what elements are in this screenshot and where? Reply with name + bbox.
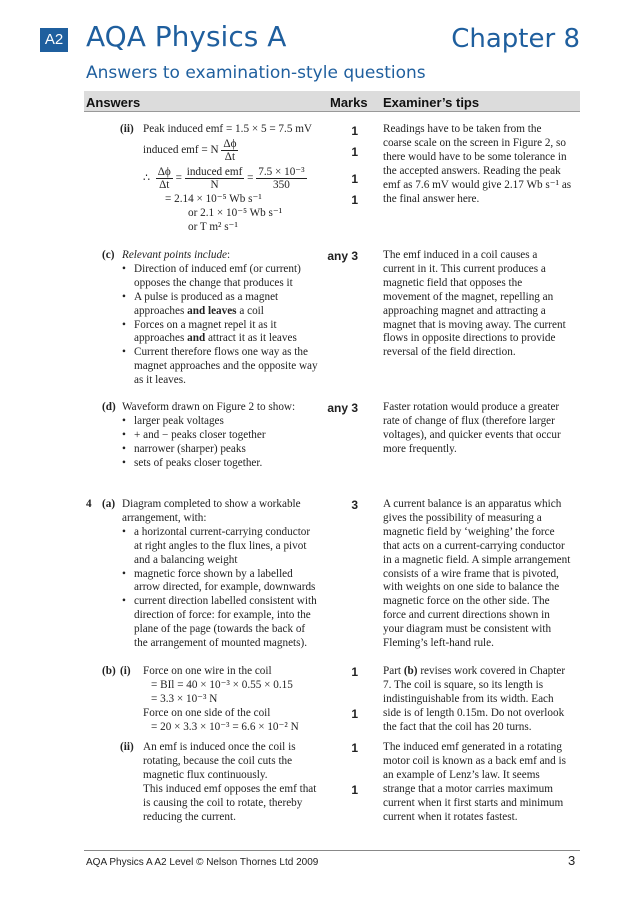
answer-block: Relevant points include: • Direction of induced emf (or current) opposes the change that produces it • A pulse is produced as a magnet approaches and leaves a coil • Forces on a magnet repel it as it approaches and attract it as it leaves • Current therefore flows one way as the magnet approaches and the opposite way as it leaves. <box>122 249 318 388</box>
examiner-tip: A current balance is an apparatus which gives the possibility of measuring a magnetic field by ‘weighing’ the force that acts on a current-carrying conductor in a magnetic field. A simple arrangement consists of a wire frame that is pivoted, with weights on one side to balance the magnetic force on the other side. The force and current directions shown in your diagram must be consistent with Fleming’s left-hand rule. <box>383 498 571 650</box>
answer-block: Waveform drawn on Figure 2 to show: • larger peak voltages • + and − peaks closer together • narrower (sharper) peaks • sets of peaks closer together. <box>122 401 295 471</box>
answer-line: or 2.1 × 10⁻⁵ Wb s⁻¹ <box>188 207 283 219</box>
list-item: • larger peak voltages <box>122 415 295 429</box>
page-number: 3 <box>568 853 576 868</box>
list-item: • Direction of induced emf (or current) opposes the change that produces it <box>122 263 318 291</box>
question-number: 4 <box>86 498 92 510</box>
list-item: • A pulse is produced as a magnet approaches and leaves a coil <box>122 291 318 319</box>
chapter-title: Chapter 8 <box>451 24 580 54</box>
sub-part-label: (i) <box>120 665 131 677</box>
part-label: (b) <box>102 665 116 677</box>
mark: 1 <box>351 193 358 207</box>
sub-part-label: (ii) <box>120 741 134 753</box>
list-item: • magnetic force shown by a labelled arrow directed, for example, downwards <box>122 568 317 596</box>
list-item: • narrower (sharper) peaks <box>122 443 295 457</box>
part-label: (c) <box>102 249 115 261</box>
part-label: (d) <box>102 401 116 413</box>
answers-column-header: Answers <box>86 95 141 110</box>
answer-block: An emf is induced once the coil is rotating, because the coil cuts the magnetic flux continuously. This induced emf opposes the emf that is causing the coil to rotate, thereby reducing the current. <box>143 741 317 823</box>
list-item: • Current therefore flows one way as the magnet approaches and the opposite way as it leaves. <box>122 346 318 388</box>
mark: 1 <box>351 665 358 679</box>
list-item: • a horizontal current-carrying conductor at right angles to the flux lines, a pivot and a balancing weight <box>122 526 317 568</box>
list-item: • Forces on a magnet repel it as it approaches and attract it as it leaves <box>122 319 318 347</box>
tips-column-header: Examiner’s tips <box>383 95 480 110</box>
list-item: • + and − peaks closer together <box>122 429 295 443</box>
answer-line: or T m² s⁻¹ <box>188 221 238 233</box>
answer-line: Peak induced emf = 1.5 × 5 = 7.5 mV <box>143 123 312 135</box>
answer-line: = 2.14 × 10⁻⁵ Wb s⁻¹ <box>165 193 262 205</box>
equation-induced-emf: induced emf = N $\frac{\Delta\phi}{\Delta t}$ <box>143 138 237 163</box>
mark: 3 <box>351 498 358 512</box>
examiner-tip: Part (b) revises work covered in Chapter 7. The coil is square, so its length is indistinguishable from its width. Each side is of length 0.15m. Do not overlook the fact that the coil has 20 turns. <box>383 665 566 733</box>
list-item: • sets of peaks closer together. <box>122 457 295 471</box>
mark: 1 <box>351 783 358 797</box>
examiner-tip: The induced emf generated in a rotating motor coil is known as a back emf and is an example of Lenz’s law. It seems strange that a motor carries maximum current when it first starts and minimum current when it rotates fastest. <box>383 741 566 823</box>
mark: 1 <box>351 172 358 186</box>
mark: any 3 <box>327 249 358 263</box>
answer-block: Diagram completed to show a workable arrangement, with: • a horizontal current-carrying conductor at right angles to the flux lines, a pivot and a balancing weight • magnetic force shown by a labelled arrow directed, for example, downwards • current direction labelled consistent with direction of force: for example, into the plane of the page (towards the back of the arrangement of mounted magnets). <box>122 498 317 651</box>
mark: 1 <box>351 145 358 159</box>
book-title: AQA Physics A <box>86 20 287 53</box>
marks-column-header: Marks <box>330 95 368 110</box>
equation-rate-of-flux: ∴ $\frac{\Delta\phi}{\Delta t}$ = $\frac{\text{induced emf}}{N}$ = $\frac{\text{7.5 × 10⁻³}}{350}$ <box>143 166 305 191</box>
footer-divider <box>84 850 580 851</box>
level-badge: A2 <box>40 28 68 52</box>
part-label: (a) <box>102 498 116 510</box>
part-label: (ii) <box>120 123 134 135</box>
list-item: • current direction labelled consistent with direction of force: for example, into the plane of the page (towards the back of the arrangement of mounted magnets). <box>122 595 317 651</box>
examiner-tip: The emf induced in a coil causes a current in it. This current produces a magnetic field that opposes the movement of the magnet, repelling an approaching magnet and attracting a magnet that is moving away. The current flows in opposite directions to provide reversal of the field direction. <box>383 249 566 359</box>
mark: any 3 <box>327 401 358 415</box>
mark: 1 <box>351 707 358 721</box>
footer-copyright: AQA Physics A A2 Level © Nelson Thornes Ltd 2009 <box>86 857 319 868</box>
examiner-tip: Readings have to be taken from the coarse scale on the screen in Figure 2, so there would have to be some tolerance in the accepted answers. Reading the peak emf as 7.6 mV would give 2.17 Wb s⁻¹ as the final answer here. <box>383 123 572 205</box>
answer-block: Force on one wire in the coil = BIl = 40 × 10⁻³ × 0.55 × 0.15 = 3.3 × 10⁻³ N Force on one side of the coil = 20 × 3.3 × 10⁻³ = 6.6 × 10⁻² N <box>143 665 299 733</box>
mark: 1 <box>351 124 358 138</box>
examiner-tip: Faster rotation would produce a greater rate of change of flux (therefore larger voltages), and quicker events that occur more frequently. <box>383 401 561 455</box>
page-subtitle: Answers to examination-style questions <box>86 63 426 83</box>
mark: 1 <box>351 741 358 755</box>
